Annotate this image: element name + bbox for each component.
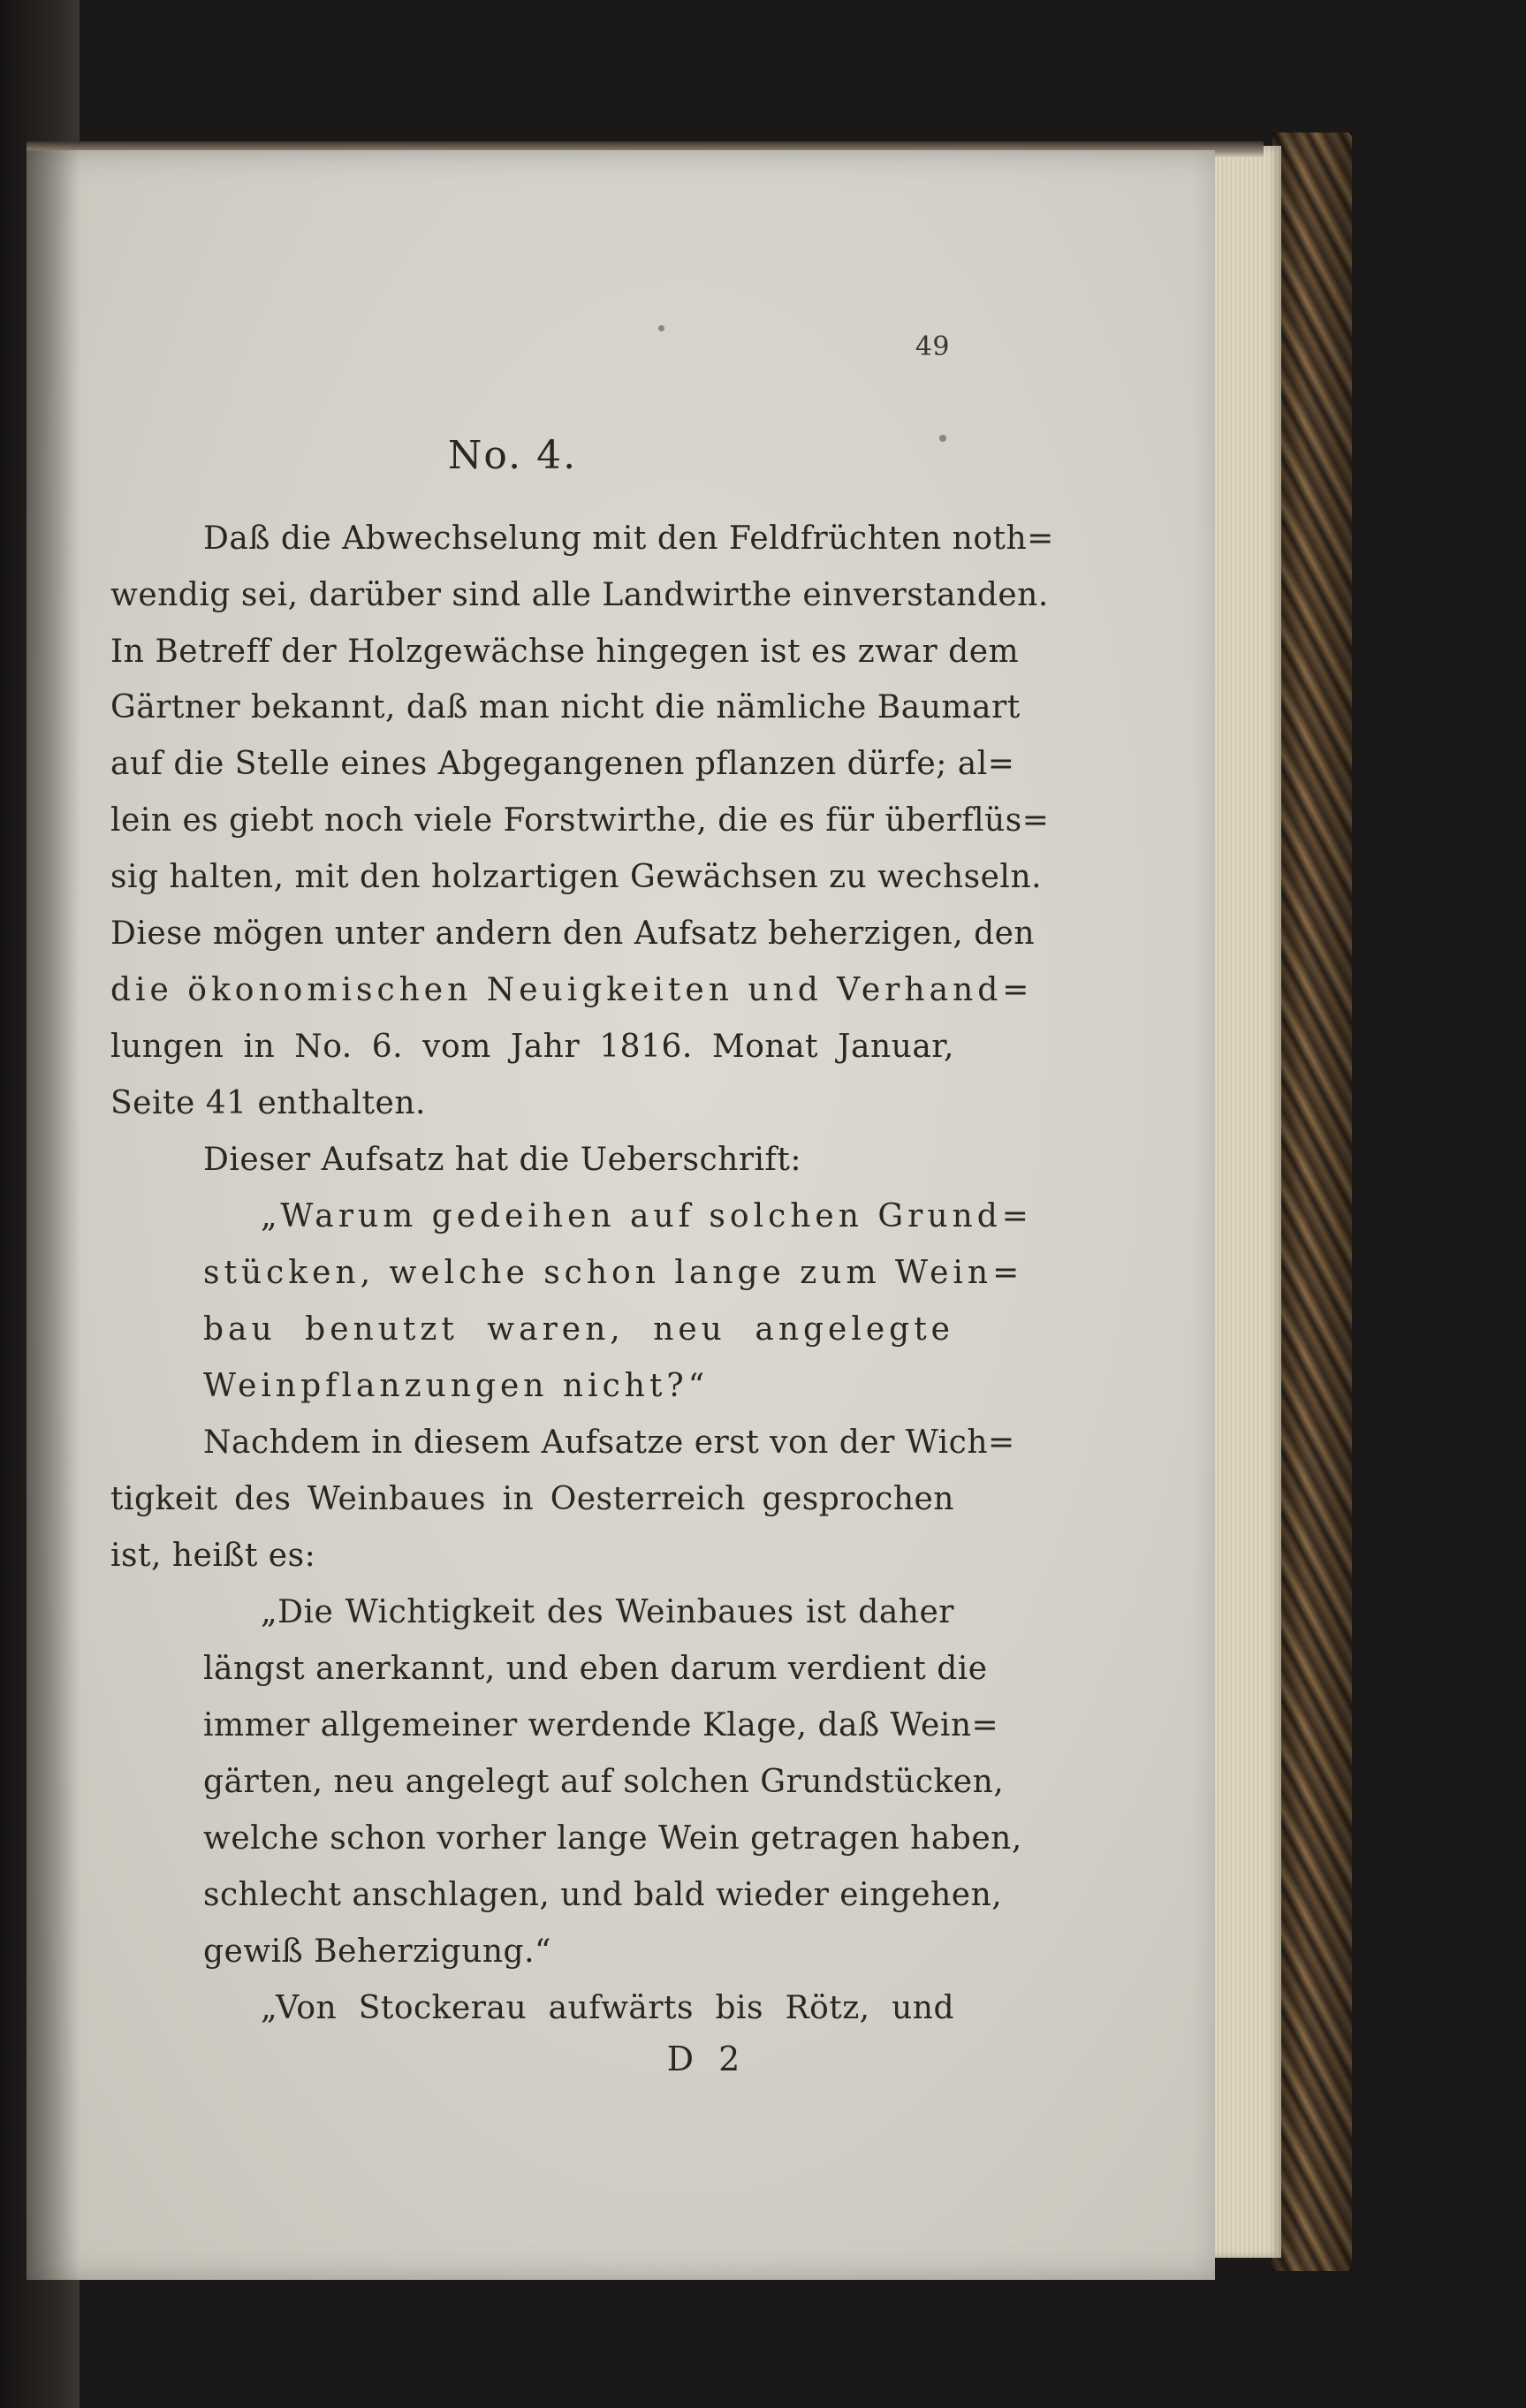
page-gutter-shadow xyxy=(27,150,80,2280)
text-line: lungen in No. 6. vom Jahr 1816. Monat Januar, xyxy=(110,1029,954,1065)
paper-speck xyxy=(658,325,664,331)
text-line: lein es giebt noch viele Forstwirthe, die es für überflüs= xyxy=(110,802,1050,839)
quote-line: „Von Stockerau aufwärts bis Rötz, und xyxy=(261,1990,954,2026)
text-line: In Betreff der Holzgewächse hingegen ist es zwar dem xyxy=(110,634,1020,670)
text-line: Nachdem in diesem Aufsatze erst von der Wich= xyxy=(203,1424,1015,1461)
quote-line: Weinpflanzungen nicht?“ xyxy=(203,1368,710,1404)
quote-line: gärten, neu angelegt auf solchen Grundstücken, xyxy=(203,1764,1005,1800)
quote-line: schlecht anschlagen, und bald wieder eingehen, xyxy=(203,1877,1003,1913)
text-line: Daß die Abwechselung mit den Feldfrüchten noth= xyxy=(203,520,1054,557)
text-line: ist, heißt es: xyxy=(110,1538,316,1574)
quote-line: „Die Wichtigkeit des Weinbaues ist daher xyxy=(261,1594,954,1630)
text-line: Diese mögen unter andern den Aufsatz beherzigen, den xyxy=(110,915,1036,952)
cover-board-shadow xyxy=(1272,133,1352,2271)
text-line: sig halten, mit den holzartigen Gewächsen zu wechseln. xyxy=(110,859,1043,895)
paper-speck xyxy=(939,435,946,442)
text-line: wendig sei, darüber sind alle Landwirthe einverstanden. xyxy=(110,577,1049,613)
quote-line: welche schon vorher lange Wein getragen haben, xyxy=(203,1820,1022,1857)
text-line: tigkeit des Weinbaues in Oesterreich gesprochen xyxy=(110,1481,954,1517)
signature-mark: D 2 xyxy=(666,2040,748,2078)
page-number: 49 xyxy=(915,331,950,362)
text-line: die ökonomischen Neuigkeiten und Verhand= xyxy=(110,972,1034,1008)
quote-line: „Warum gedeihen auf solchen Grund= xyxy=(261,1198,1033,1234)
section-heading: No. 4. xyxy=(447,433,578,478)
quote-line: immer allgemeiner werdende Klage, daß Wein= xyxy=(203,1707,999,1743)
quote-line: bau benutzt waren, neu angelegte xyxy=(203,1311,954,1348)
quote-line: gewiß Beherzigung.“ xyxy=(203,1933,551,1970)
quote-line: stücken, welche schon lange zum Wein= xyxy=(203,1255,1024,1291)
text-line: auf die Stelle eines Abgegangenen pflanzen dürfe; al= xyxy=(110,746,1015,782)
text-line: Dieser Aufsatz hat die Ueberschrift: xyxy=(203,1142,801,1178)
quote-line: längst anerkannt, und eben darum verdient die xyxy=(203,1651,988,1687)
text-line: Seite 41 enthalten. xyxy=(110,1085,426,1121)
text-line: Gärtner bekannt, daß man nicht die nämliche Baumart xyxy=(110,689,1021,725)
